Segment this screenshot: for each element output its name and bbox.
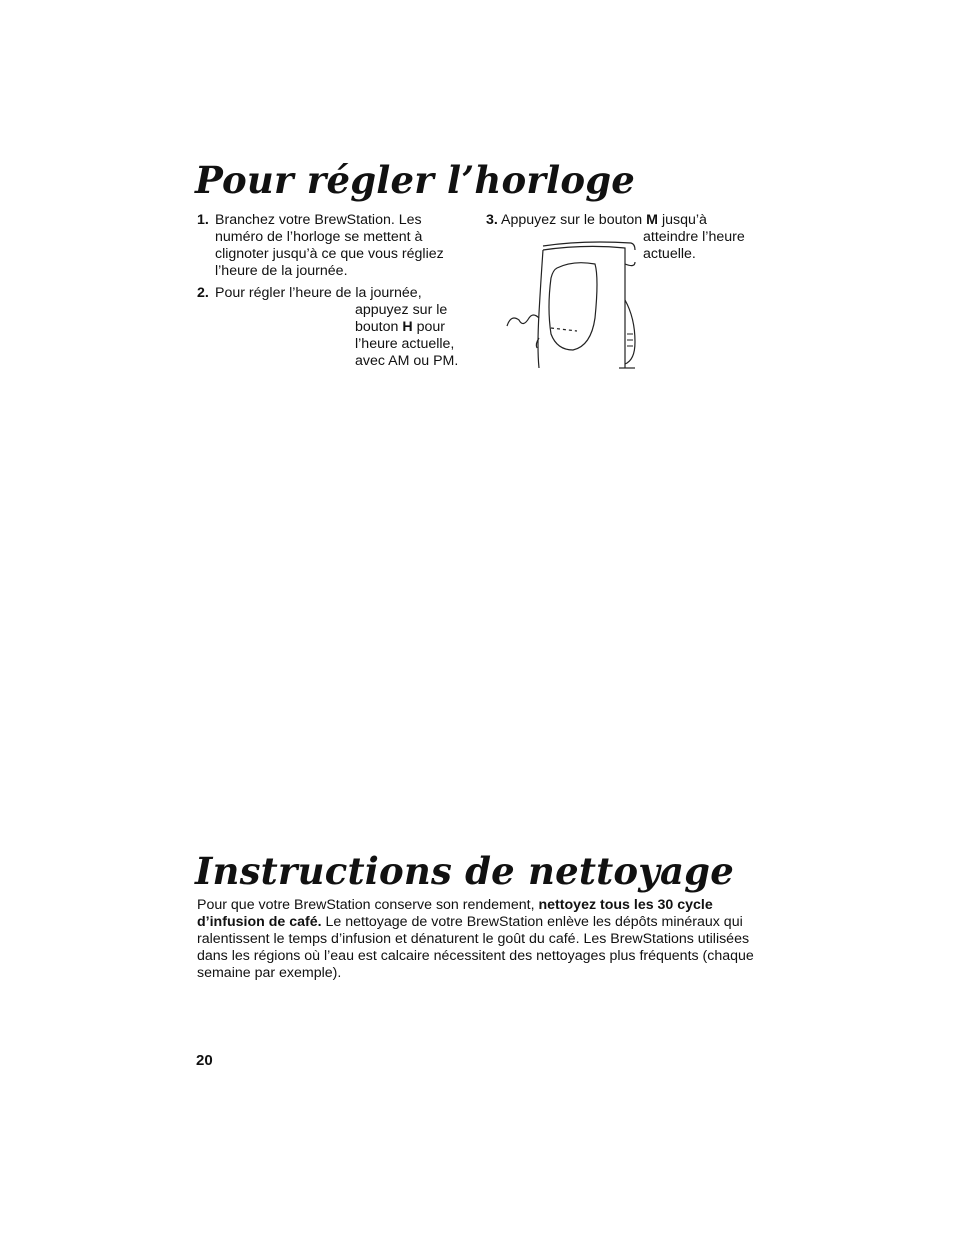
step-text-continued [355,302,467,370]
section-title-clock: Pour régler l’horloge [195,158,636,202]
step-text-continued: atteindre l’heure actuelle. [643,229,745,262]
step-text-part: pour l’heure actuelle, avec AM ou PM. [355,319,459,369]
step-text [486,212,766,229]
step-text: Branchez votre BrewStation. Les numéro de l’horloge se mettent à clignoter jusqu’à ce que vous régliez l’heure de la journée. [215,212,444,279]
step-text: Pour régler l’heure de la journée, [215,285,422,301]
step-2 [197,285,472,370]
cleaning-paragraph [197,897,757,982]
step-number: 3. [486,212,498,228]
button-label-m: M [646,212,658,228]
button-label-h: H [402,319,413,335]
paragraph-text: Le nettoyage de votre BrewStation enlève les dépôts minéraux qui ralentissent le temps d’infusion et dénaturent le goût du café. Les BrewStations utilisées dans les régions où l’eau est calcaire nécessitent des nettoyages plus fréquents (chaque semaine par exemple). [197,914,754,981]
paragraph-emphasis: nettoyez tous les 30 cycle d’infusion de café. [197,897,713,930]
page-number: 20 [196,1052,213,1069]
step-number: 2. [197,285,209,301]
coffee-maker-icon [503,238,643,370]
paragraph-text: Pour que votre BrewStation conserve son rendement, [197,897,535,913]
section-title-cleaning: Instructions de nettoyage [195,849,734,893]
step-1 [197,212,472,280]
step-text-part: Appuyez sur le bouton [501,212,643,228]
step-text-part: jusqu’à [661,212,707,228]
step-number: 1. [197,212,209,228]
step-text-part: appuyez sur le bouton [355,302,448,335]
